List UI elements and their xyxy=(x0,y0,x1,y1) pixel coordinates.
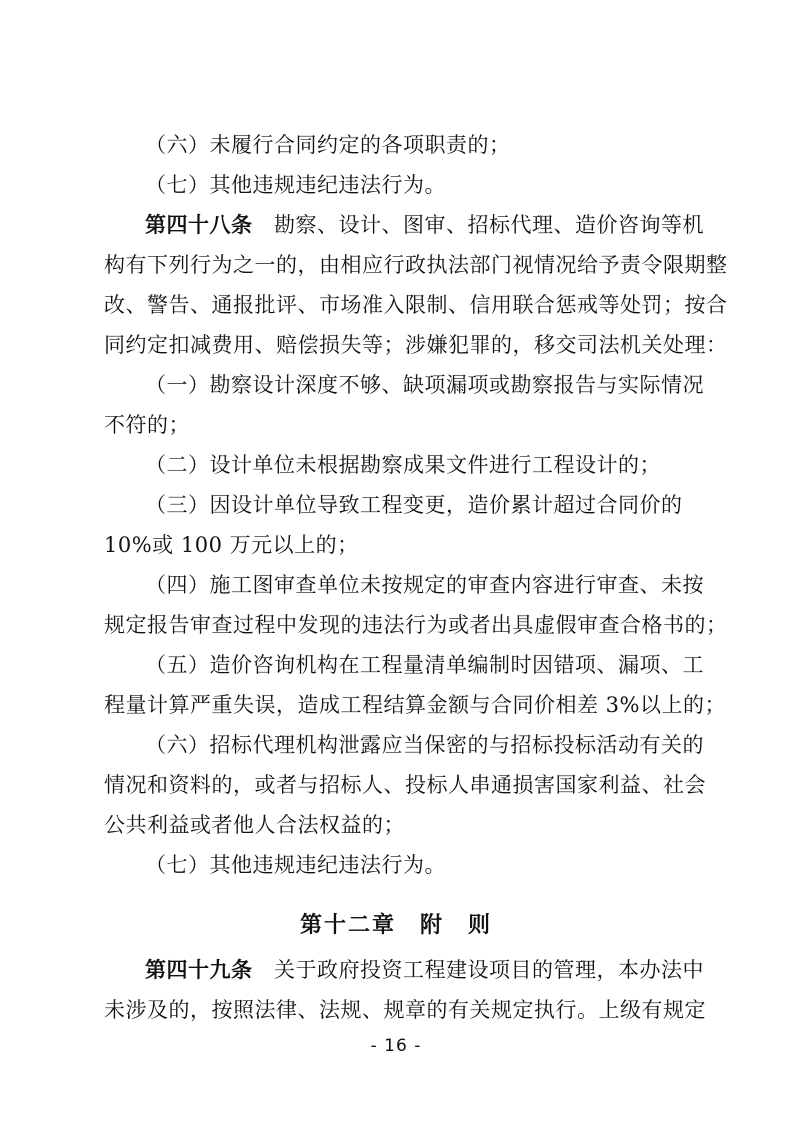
page-number: - 16 - xyxy=(370,1036,422,1056)
item-3-line-1: （三）因设计单位导致工程变更，造价累计超过合同价的 xyxy=(145,493,683,517)
item-3-line-2: 10%或 100 万元以上的； xyxy=(104,533,359,557)
item-7: （七）其他违规违纪违法行为。 xyxy=(145,853,446,877)
article-48-line-4: 同约定扣减费用、赔偿损失等；涉嫌犯罪的，移交司法机关处理： xyxy=(104,333,728,357)
chapter-heading: 第十二章 附 则 xyxy=(299,912,492,938)
article-48-title: 第四十八条 xyxy=(145,212,253,237)
item-1-line-1: （一）勘察设计深度不够、缺项漏项或勘察报告与实际情况 xyxy=(145,373,704,397)
item-6-line-1: （六）招标代理机构泄露应当保密的与招标投标活动有关的 xyxy=(145,733,704,757)
article-49-line-2: 未涉及的，按照法律、法规、规章的有关规定执行。上级有规定 xyxy=(104,998,706,1022)
item-1-line-2: 不符的； xyxy=(104,413,190,437)
item-2: （二）设计单位未根据勘察成果文件进行工程设计的； xyxy=(145,453,661,477)
article-48-line-2: 构有下列行为之一的，由相应行政执法部门视情况给予责令限期整 xyxy=(104,253,728,277)
article-49-line-1 xyxy=(145,950,704,990)
clause-6-duties: （六）未履行合同约定的各项职责的； xyxy=(145,133,511,157)
article-49-title: 第四十九条 xyxy=(145,957,253,982)
item-5-line-1: （五）造价咨询机构在工程量清单编制时因错项、漏项、工 xyxy=(145,653,704,677)
clause-7-violations: （七）其他违规违纪违法行为。 xyxy=(145,173,446,197)
article-48-line-3: 改、警告、通报批评、市场准入限制、信用联合惩戒等处罚；按合 xyxy=(104,293,728,317)
item-4-line-2: 规定报告审查过程中发现的违法行为或者出具虚假审查合格书的； xyxy=(104,613,728,637)
item-6-line-2: 情况和资料的，或者与招标人、投标人串通损害国家利益、社会 xyxy=(104,773,706,797)
article-49-text-1: 关于政府投资工程建设项目的管理，本办法中 xyxy=(274,958,704,982)
article-48-text-1: 勘察、设计、图审、招标代理、造价咨询等机 xyxy=(274,213,704,237)
item-4-line-1: （四）施工图审查单位未按规定的审查内容进行审查、未按 xyxy=(145,573,704,597)
item-5-line-2: 程量计算严重失误，造成工程结算金额与合同价相差 3%以上的； xyxy=(104,693,726,717)
article-48-line-1 xyxy=(145,205,704,245)
item-6-line-3: 公共利益或者他人合法权益的； xyxy=(104,813,405,837)
